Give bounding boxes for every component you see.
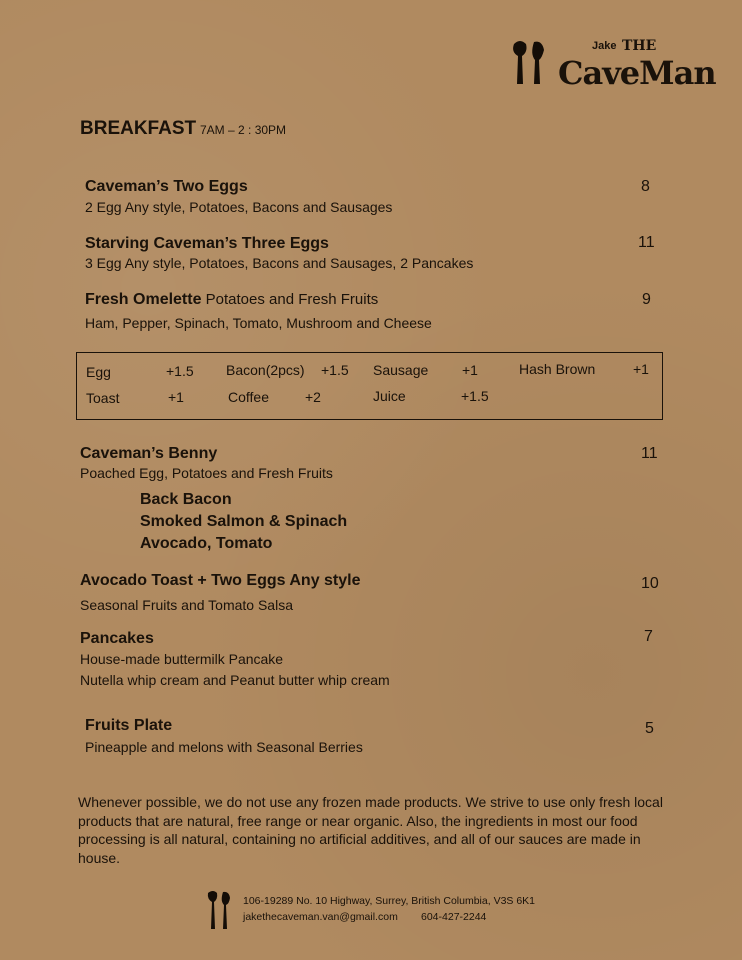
item-name: Pancakes [80,630,154,647]
item-price: 10 [641,575,659,592]
item-desc: Ham, Pepper, Spinach, Tomato, Mushroom and Cheese [85,315,432,331]
item-desc: House-made buttermilk Pancake [80,651,284,667]
addon-name: Egg [86,364,111,380]
item-desc: Seasonal Fruits and Tomato Salsa [80,597,293,613]
brand-logo [508,34,716,94]
addon-price: +2 [305,389,321,405]
menu-hours: 7AM – 2 : 30PM [200,123,287,137]
item-price: 8 [641,178,650,195]
benny-option: Smoked Salmon & Spinach [140,513,348,530]
item-name: Starving Caveman’s Three Eggs [85,235,329,252]
addon-price: +1 [633,361,649,377]
footer-address: 106-19289 No. 10 Highway, Surrey, British Columbia, V3S 6K1 [243,895,536,907]
caveman-footer-icon [205,889,235,933]
item-name-suffix: Potatoes and Fresh Fruits [201,291,379,308]
addon-price: +1 [168,389,184,405]
item-desc: 2 Egg Any style, Potatoes, Bacons and Sausages [85,199,393,215]
addon-price: +1.5 [321,362,349,378]
sourcing-note: Whenever possible, we do not use any frozen made products. We strive to use only fresh local products that are natural, free range or near organic. Also, the ingredients in most our food processing is all natural, containing no artificial additives, and all of our sauces are made in house. [78,794,663,866]
item-price: 11 [641,445,658,462]
item-desc: Nutella whip cream and Peanut butter whip cream [80,672,390,688]
brand-jake: Jake [592,40,617,52]
brand-the: THE [622,38,657,54]
addon-price: +1 [462,362,478,378]
item-name: Caveman’s Benny [80,445,218,462]
addon-name: Sausage [373,362,429,378]
item-price: 5 [645,720,654,737]
addon-name: Hash Brown [519,361,596,377]
addons-box [76,352,663,420]
item-name: Caveman’s Two Eggs [85,178,248,195]
addon-name: Coffee [228,389,269,405]
menu-title: BREAKFAST [80,118,197,139]
benny-option: Back Bacon [140,491,232,508]
item-desc: Poached Egg, Potatoes and Fresh Fruits [80,465,333,481]
addon-name: Toast [86,390,120,406]
addon-price: +1.5 [461,388,489,404]
addon-name: Juice [373,388,406,404]
footer-email[interactable]: jakethecaveman.van@gmail.com [243,911,398,923]
addon-price: +1.5 [166,363,194,379]
item-desc: Pineapple and melons with Seasonal Berries [85,739,363,755]
item-desc: 3 Egg Any style, Potatoes, Bacons and Sausages, 2 Pancakes [85,255,474,271]
item-name-row [85,291,378,309]
item-price: 9 [642,291,651,308]
benny-option: Avocado, Tomato [140,535,273,552]
item-name: Fresh Omelette [85,291,202,308]
item-name: Fruits Plate [85,717,173,734]
item-name: Avocado Toast + Two Eggs Any style [80,572,361,589]
caveman-logo-icon [508,38,554,90]
addon-name: Bacon(2pcs) [226,362,305,378]
brand-caveman: CaveMan [558,54,716,92]
footer-phone[interactable]: 604-427-2244 [421,911,487,923]
item-price: 7 [644,628,653,645]
item-price: 11 [638,234,655,251]
